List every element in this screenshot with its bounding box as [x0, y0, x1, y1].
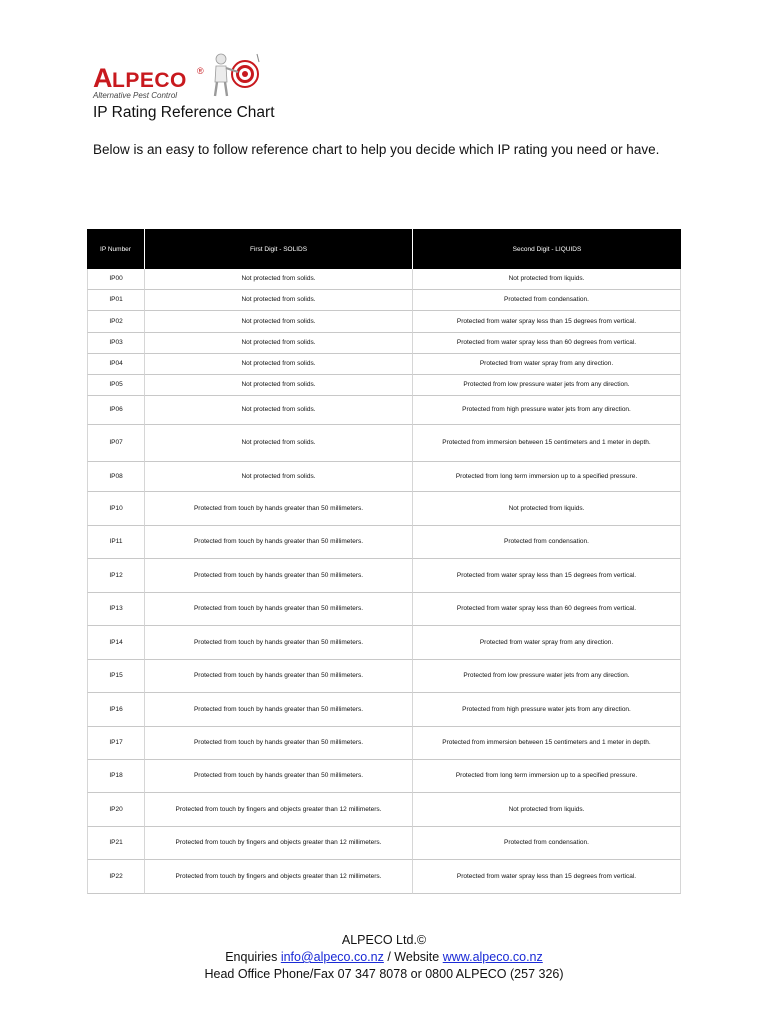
table-row: [87, 290, 681, 311]
liquids-cell: Protected from condensation.: [413, 526, 681, 559]
ip-number-cell: IP18: [87, 760, 145, 793]
table-row: [87, 396, 681, 425]
ip-number-cell: IP14: [87, 626, 145, 660]
table-row: [87, 760, 681, 793]
ip-number-cell: IP05: [87, 375, 145, 396]
solids-cell: Protected from touch by hands greater than 50 millimeters.: [145, 492, 413, 526]
liquids-cell: Protected from long term immersion up to a specified pressure.: [413, 462, 681, 492]
solids-cell: Protected from touch by fingers and objects greater than 12 millimeters.: [145, 860, 413, 894]
table-row: [87, 827, 681, 860]
liquids-cell: Protected from water spray less than 60 degrees from vertical.: [413, 333, 681, 354]
alpeco-logo: [93, 50, 263, 100]
ip-number-cell: IP15: [87, 660, 145, 693]
liquids-cell: Not protected from liquids.: [413, 492, 681, 526]
solids-cell: Protected from touch by hands greater than 50 millimeters.: [145, 559, 413, 593]
ip-number-cell: IP16: [87, 693, 145, 727]
email-link[interactable]: info@alpeco.co.nz: [280, 950, 384, 964]
ip-number-cell: IP13: [87, 593, 145, 626]
table-row: [87, 693, 681, 727]
header-ip-number: IP Number: [87, 229, 145, 269]
table-row: [87, 425, 681, 462]
ip-number-cell: IP01: [87, 290, 145, 311]
enquiries-label: Enquiries: [225, 950, 278, 964]
solids-cell: Protected from touch by hands greater than 50 millimeters.: [145, 760, 413, 793]
table-body: [87, 269, 681, 894]
liquids-cell: Protected from condensation.: [413, 290, 681, 311]
liquids-cell: Not protected from liquids.: [413, 269, 681, 290]
logo-tagline: Alternative Pest Control: [93, 91, 178, 100]
footer-company: ALPECO Ltd.©: [341, 933, 427, 947]
liquids-cell: Protected from water spray from any direction.: [413, 354, 681, 375]
liquids-cell: Protected from condensation.: [413, 827, 681, 860]
table-row: [87, 793, 681, 827]
ip-number-cell: IP00: [87, 269, 145, 290]
ip-number-cell: IP07: [87, 425, 145, 462]
liquids-cell: Protected from low pressure water jets from any direction.: [413, 660, 681, 693]
table-row: [87, 492, 681, 526]
solids-cell: Protected from touch by fingers and objects greater than 12 millimeters.: [145, 827, 413, 860]
solids-cell: Protected from touch by hands greater than 50 millimeters.: [145, 526, 413, 559]
liquids-cell: Protected from water spray less than 60 degrees from vertical.: [413, 593, 681, 626]
table-row: [87, 526, 681, 559]
liquids-cell: Protected from water spray less than 15 degrees from vertical.: [413, 860, 681, 894]
liquids-cell: Protected from long term immersion up to a specified pressure.: [413, 760, 681, 793]
ip-number-cell: IP20: [87, 793, 145, 827]
website-link[interactable]: www.alpeco.co.nz: [442, 950, 543, 964]
registered-mark: ®: [197, 66, 204, 76]
liquids-cell: Not protected from liquids.: [413, 793, 681, 827]
table-header-row: [87, 229, 681, 269]
header-second-digit: Second Digit - LIQUIDS: [413, 229, 681, 269]
logo-wordmark-graphic: [93, 62, 203, 92]
ip-number-cell: IP06: [87, 396, 145, 425]
table-row: [87, 660, 681, 693]
liquids-cell: Protected from low pressure water jets from any direction.: [413, 375, 681, 396]
solids-cell: Protected from touch by hands greater than 50 millimeters.: [145, 593, 413, 626]
table-row: [87, 727, 681, 760]
liquids-cell: Protected from water spray less than 15 degrees from vertical.: [413, 311, 681, 333]
svg-text:LPECO: LPECO: [112, 69, 187, 92]
solids-cell: Protected from touch by hands greater than 50 millimeters.: [145, 660, 413, 693]
solids-cell: Not protected from solids.: [145, 396, 413, 425]
liquids-cell: Protected from immersion between 15 centimeters and 1 meter in depth.: [413, 727, 681, 760]
solids-cell: Not protected from solids.: [145, 290, 413, 311]
liquids-cell: Protected from high pressure water jets from any direction.: [413, 396, 681, 425]
table-row: [87, 559, 681, 593]
solids-cell: Not protected from solids.: [145, 269, 413, 290]
liquids-cell: Protected from immersion between 15 centimeters and 1 meter in depth.: [413, 425, 681, 462]
table-row: [87, 333, 681, 354]
table-row: [87, 593, 681, 626]
page-title: IP Rating Reference Chart: [93, 104, 275, 121]
liquids-cell: Protected from high pressure water jets from any direction.: [413, 693, 681, 727]
table-row: [87, 311, 681, 333]
liquids-cell: Protected from water spray from any direction.: [413, 626, 681, 660]
ip-number-cell: IP11: [87, 526, 145, 559]
footer: [0, 932, 768, 983]
solids-cell: Not protected from solids.: [145, 354, 413, 375]
ip-number-cell: IP04: [87, 354, 145, 375]
solids-cell: Protected from touch by hands greater than 50 millimeters.: [145, 693, 413, 727]
website-label: / Website: [387, 950, 440, 964]
solids-cell: Not protected from solids.: [145, 333, 413, 354]
ip-number-cell: IP17: [87, 727, 145, 760]
table-row: [87, 626, 681, 660]
solids-cell: Not protected from solids.: [145, 375, 413, 396]
solids-cell: Protected from touch by fingers and objects greater than 12 millimeters.: [145, 793, 413, 827]
ip-number-cell: IP02: [87, 311, 145, 333]
ip-number-cell: IP12: [87, 559, 145, 593]
footer-contact-line: [0, 949, 768, 966]
ip-number-cell: IP10: [87, 492, 145, 526]
table-row: [87, 462, 681, 492]
solids-cell: Protected from touch by hands greater than 50 millimeters.: [145, 727, 413, 760]
header-first-digit: First Digit - SOLIDS: [145, 229, 413, 269]
target-figure-icon: [205, 50, 265, 98]
table-row: [87, 375, 681, 396]
ip-number-cell: IP21: [87, 827, 145, 860]
intro-paragraph: Below is an easy to follow reference chart to help you decide which IP rating you need or have.: [93, 142, 660, 157]
table-row: [87, 269, 681, 290]
ip-number-cell: IP22: [87, 860, 145, 894]
solids-cell: Protected from touch by hands greater than 50 millimeters.: [145, 626, 413, 660]
solids-cell: Not protected from solids.: [145, 311, 413, 333]
liquids-cell: Protected from water spray less than 15 degrees from vertical.: [413, 559, 681, 593]
ip-number-cell: IP08: [87, 462, 145, 492]
table-row: [87, 860, 681, 894]
solids-cell: Not protected from solids.: [145, 425, 413, 462]
svg-text:A: A: [93, 63, 113, 92]
ip-number-cell: IP03: [87, 333, 145, 354]
table-row: [87, 354, 681, 375]
solids-cell: Not protected from solids.: [145, 462, 413, 492]
footer-phone-line: Head Office Phone/Fax 07 347 8078 or 0800 ALPECO (257 326): [204, 967, 564, 981]
ip-rating-table: [87, 229, 681, 894]
